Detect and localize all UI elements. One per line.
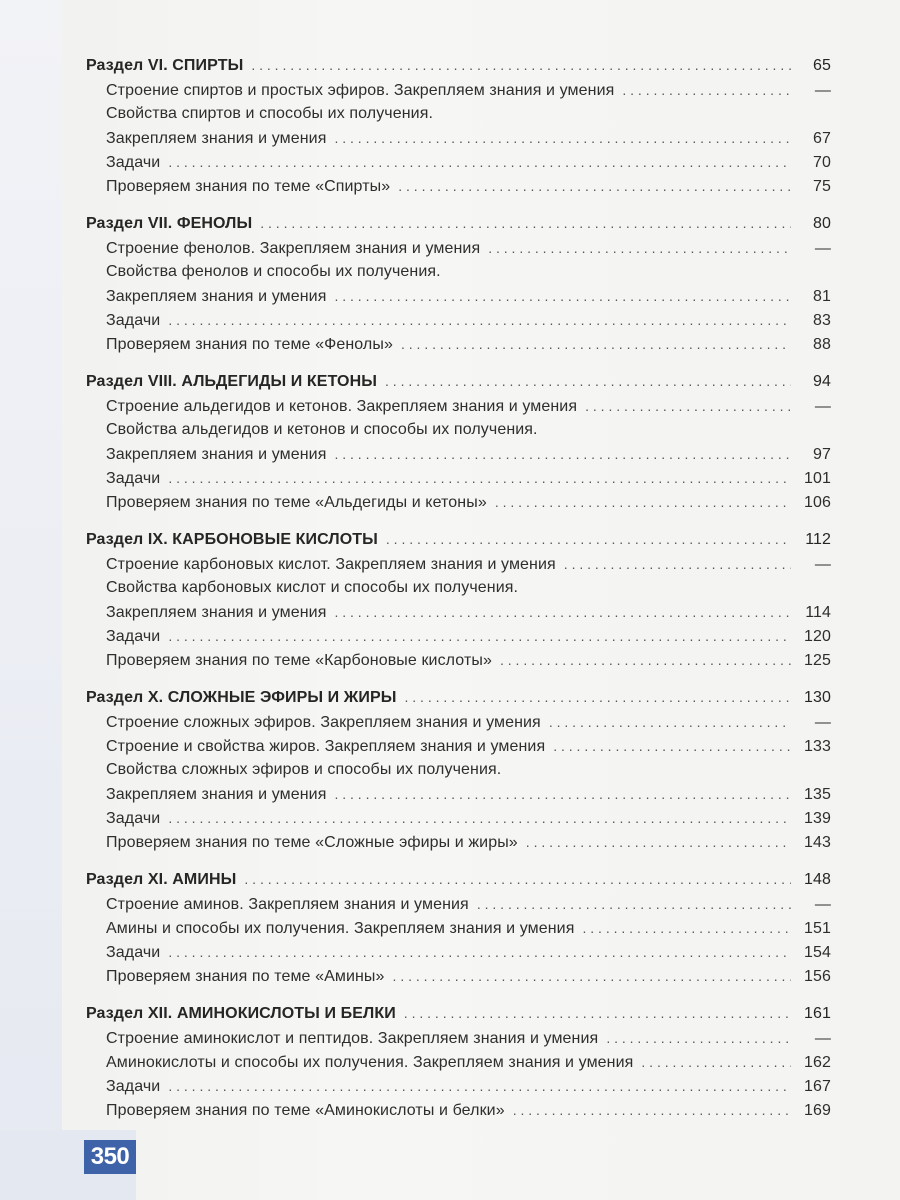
section-title: Раздел VII. ФЕНОЛЫ (86, 215, 253, 232)
entry-title: Свойства фенолов и способы их получения. (106, 263, 441, 280)
section-page-number: 148 (804, 871, 831, 888)
entry-title: Проверяем знания по теме «Сложные эфиры и жиры» (106, 834, 518, 851)
entry-page-number: 135 (804, 786, 831, 803)
entry-page-number: 114 (805, 604, 831, 621)
entry-title: Закрепляем знания и умения (106, 604, 327, 621)
toc-entry (86, 600, 831, 624)
toc-section (86, 684, 831, 854)
dot-leader (405, 684, 792, 710)
entry-page-number: 125 (804, 652, 831, 669)
entry-title: Задачи (106, 1078, 161, 1095)
toc-entry (86, 102, 831, 126)
dot-leader (168, 624, 791, 648)
dot-leader (582, 916, 791, 940)
entry-page-number: 169 (804, 1102, 831, 1119)
dot-leader (500, 648, 791, 672)
entry-page-number: 143 (804, 834, 831, 851)
dot-leader (334, 442, 791, 466)
dot-leader (244, 866, 791, 892)
dot-leader (334, 126, 791, 150)
section-heading (86, 526, 831, 552)
entry-title: Строение аминокислот и пептидов. Закрепляем знания и умения (106, 1030, 599, 1047)
toc-entry (86, 78, 831, 102)
toc-entry (86, 1026, 831, 1050)
toc-entry (86, 576, 831, 600)
toc-entry (86, 624, 831, 648)
section-page-number: 80 (813, 215, 831, 232)
entry-page-number: 67 (813, 130, 831, 147)
toc-entry (86, 466, 831, 490)
entry-title: Задачи (106, 312, 161, 329)
toc-entry (86, 236, 831, 260)
entry-page-number: 120 (804, 628, 831, 645)
entry-page-number: — (814, 398, 831, 415)
entry-title: Задачи (106, 470, 161, 487)
dot-leader (401, 332, 791, 356)
dot-leader (641, 1050, 791, 1074)
dot-leader (477, 892, 791, 916)
entry-title: Свойства альдегидов и кетонов и способы их получения. (106, 421, 538, 438)
section-title: Раздел VI. СПИРТЫ (86, 57, 244, 74)
entry-title: Задачи (106, 628, 161, 645)
dot-leader (398, 174, 791, 198)
toc-entry (86, 734, 831, 758)
entry-title: Закрепляем знания и умения (106, 446, 327, 463)
toc-entry (86, 782, 831, 806)
dot-leader (168, 806, 791, 830)
dot-leader (488, 236, 791, 260)
page-side-strip (0, 0, 62, 1200)
dot-leader (526, 830, 791, 854)
toc-section (86, 526, 831, 672)
entry-page-number: — (814, 1030, 831, 1047)
entry-title: Проверяем знания по теме «Альдегиды и кетоны» (106, 494, 487, 511)
entry-page-number: — (814, 896, 831, 913)
dot-leader (585, 394, 791, 418)
dot-leader (513, 1098, 791, 1122)
dot-leader (404, 1000, 791, 1026)
toc-entry (86, 830, 831, 854)
entry-title: Свойства карбоновых кислот и способы их получения. (106, 579, 519, 596)
section-title: Раздел XI. АМИНЫ (86, 871, 237, 888)
entry-title: Аминокислоты и способы их получения. Закрепляем знания и умения (106, 1054, 634, 1071)
toc-entry (86, 964, 831, 988)
entry-page-number: 162 (804, 1054, 831, 1071)
entry-title: Свойства сложных эфиров и способы их получения. (106, 761, 502, 778)
entry-title: Закрепляем знания и умения (106, 786, 327, 803)
table-of-contents (86, 52, 831, 1134)
entry-page-number: 70 (813, 154, 831, 171)
toc-entry (86, 418, 831, 442)
dot-leader (622, 78, 791, 102)
entry-title: Свойства спиртов и способы их получения. (106, 105, 434, 122)
section-heading (86, 866, 831, 892)
entry-page-number: 88 (813, 336, 831, 353)
dot-leader (334, 782, 791, 806)
dot-leader (168, 150, 791, 174)
toc-section (86, 1000, 831, 1122)
entry-title: Закрепляем знания и умения (106, 130, 327, 147)
entry-page-number: 139 (804, 810, 831, 827)
toc-entry (86, 552, 831, 576)
toc-entry (86, 284, 831, 308)
entry-page-number: 75 (813, 178, 831, 195)
dot-leader (168, 1074, 791, 1098)
section-page-number: 161 (804, 1005, 831, 1022)
entry-title: Строение и свойства жиров. Закрепляем знания и умения (106, 738, 546, 755)
dot-leader (334, 600, 791, 624)
toc-section (86, 52, 831, 198)
entry-page-number: 81 (813, 288, 831, 305)
toc-entry (86, 442, 831, 466)
dot-leader (606, 1026, 791, 1050)
toc-entry (86, 150, 831, 174)
toc-entry (86, 332, 831, 356)
dot-leader (168, 466, 791, 490)
toc-entry (86, 1074, 831, 1098)
section-heading (86, 368, 831, 394)
toc-section (86, 368, 831, 514)
entry-page-number: 101 (804, 470, 831, 487)
section-title: Раздел VIII. АЛЬДЕГИДЫ И КЕТОНЫ (86, 373, 378, 390)
section-heading (86, 52, 831, 78)
entry-title: Строение сложных эфиров. Закрепляем знания и умения (106, 714, 541, 731)
toc-entry (86, 126, 831, 150)
entry-page-number: 133 (804, 738, 831, 755)
section-heading (86, 210, 831, 236)
entry-title: Проверяем знания по теме «Карбоновые кислоты» (106, 652, 492, 669)
entry-title: Проверяем знания по теме «Фенолы» (106, 336, 393, 353)
toc-entry (86, 916, 831, 940)
toc-entry (86, 490, 831, 514)
toc-entry (86, 1050, 831, 1074)
dot-leader (393, 964, 791, 988)
section-heading (86, 1000, 831, 1026)
toc-entry (86, 1098, 831, 1122)
entry-title: Задачи (106, 944, 161, 961)
section-page-number: 130 (804, 689, 831, 706)
toc-entry (86, 710, 831, 734)
toc-entry (86, 806, 831, 830)
entry-title: Задачи (106, 154, 161, 171)
toc-section (86, 866, 831, 988)
section-title: Раздел IX. КАРБОНОВЫЕ КИСЛОТЫ (86, 531, 378, 548)
dot-leader (168, 940, 791, 964)
entry-title: Задачи (106, 810, 161, 827)
entry-title: Амины и способы их получения. Закрепляем знания и умения (106, 920, 575, 937)
dot-leader (549, 710, 791, 734)
entry-page-number: 154 (804, 944, 831, 961)
section-heading (86, 684, 831, 710)
toc-entry (86, 260, 831, 284)
entry-title: Строение аминов. Закрепляем знания и умения (106, 896, 469, 913)
toc-section (86, 210, 831, 356)
page-number-badge: 350 (84, 1140, 136, 1174)
section-title: Раздел X. СЛОЖНЫЕ ЭФИРЫ И ЖИРЫ (86, 689, 397, 706)
entry-title: Закрепляем знания и умения (106, 288, 327, 305)
toc-entry (86, 394, 831, 418)
entry-page-number: 156 (804, 968, 831, 985)
dot-leader (553, 734, 791, 758)
toc-entry (86, 940, 831, 964)
entry-title: Проверяем знания по теме «Аминокислоты и белки» (106, 1102, 505, 1119)
toc-entry (86, 892, 831, 916)
entry-page-number: — (814, 556, 831, 573)
entry-page-number: 151 (804, 920, 831, 937)
entry-title: Строение альдегидов и кетонов. Закрепляем знания и умения (106, 398, 578, 415)
entry-page-number: 83 (813, 312, 831, 329)
toc-entry (86, 308, 831, 332)
entry-page-number: — (814, 240, 831, 257)
dot-leader (386, 526, 791, 552)
section-page-number: 94 (813, 373, 831, 390)
dot-leader (564, 552, 791, 576)
entry-page-number: 167 (804, 1078, 831, 1095)
dot-leader (385, 368, 791, 394)
entry-page-number: — (814, 82, 831, 99)
dot-leader (334, 284, 791, 308)
toc-entry (86, 648, 831, 672)
section-page-number: 65 (813, 57, 831, 74)
entry-title: Строение карбоновых кислот. Закрепляем знания и умения (106, 556, 556, 573)
entry-title: Строение фенолов. Закрепляем знания и умения (106, 240, 481, 257)
dot-leader (168, 308, 791, 332)
dot-leader (260, 210, 791, 236)
entry-title: Строение спиртов и простых эфиров. Закрепляем знания и умения (106, 82, 615, 99)
toc-entry (86, 174, 831, 198)
entry-page-number: — (814, 714, 831, 731)
section-page-number: 112 (805, 531, 831, 548)
dot-leader (251, 52, 791, 78)
section-title: Раздел XII. АМИНОКИСЛОТЫ И БЕЛКИ (86, 1005, 396, 1022)
toc-entry (86, 758, 831, 782)
entry-title: Проверяем знания по теме «Амины» (106, 968, 385, 985)
dot-leader (495, 490, 791, 514)
entry-page-number: 106 (804, 494, 831, 511)
entry-page-number: 97 (813, 446, 831, 463)
entry-title: Проверяем знания по теме «Спирты» (106, 178, 391, 195)
